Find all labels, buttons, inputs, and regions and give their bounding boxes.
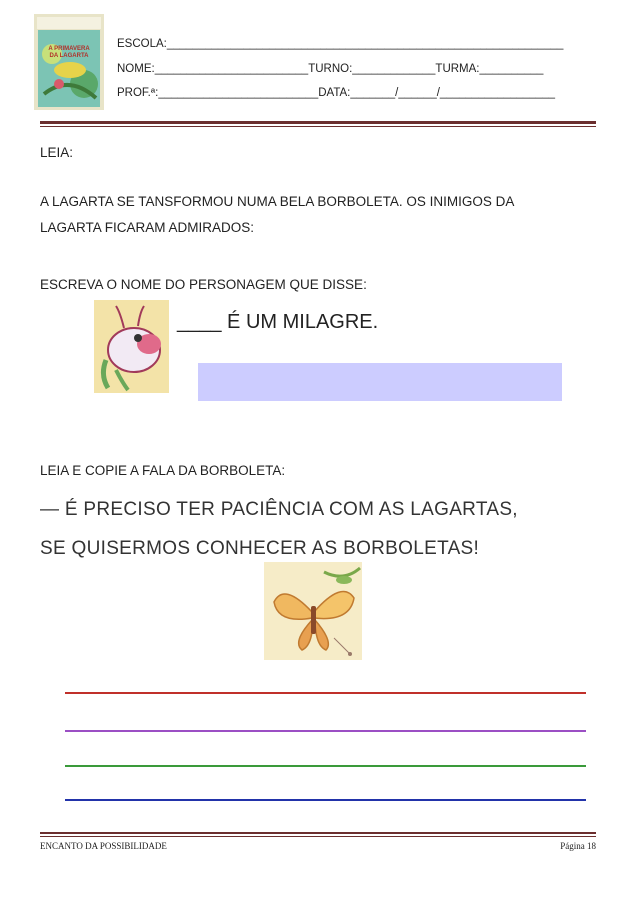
- footer-title: ENCANTO DA POSSIBILIDADE: [40, 841, 167, 851]
- character-illustration: [94, 300, 169, 393]
- answer-box[interactable]: [198, 363, 562, 401]
- writing-line-red[interactable]: [65, 692, 586, 694]
- instruction-copy-butterfly: LEIA E COPIE A FALA DA BORBOLETA:: [40, 463, 286, 478]
- quote-text: ____ É UM MILAGRE.: [177, 311, 379, 333]
- instruction-write-character: ESCREVA O NOME DO PERSONAGEM QUE DISSE:: [40, 277, 367, 292]
- writing-line-green[interactable]: [65, 765, 586, 767]
- leia-heading: LEIA:: [40, 145, 74, 160]
- book-cover-title: A PRIMAVERA DA LAGARTA: [48, 46, 90, 59]
- writing-line-blue[interactable]: [65, 799, 586, 801]
- nome-turno-turma-field: NOME:________________________TURNO:_____________TURMA:__________: [117, 63, 544, 75]
- header-divider-thin: [40, 126, 596, 127]
- footer-divider: [40, 832, 596, 834]
- page-number: Página 18: [560, 841, 596, 851]
- header-divider: [40, 121, 596, 124]
- butterfly-quote-line2: SE QUISERMOS CONHECER AS BORBOLETAS!: [40, 538, 480, 559]
- story-paragraph-line1: A LAGARTA SE TANSFORMOU NUMA BELA BORBOLETA. OS INIMIGOS DA: [40, 194, 515, 209]
- butterfly-illustration: [264, 562, 362, 660]
- writing-line-purple[interactable]: [65, 730, 586, 732]
- book-cover-image: [34, 14, 104, 110]
- prof-data-field: PROF.ª:_________________________DATA:_______/______/__________________: [117, 87, 556, 99]
- story-paragraph-line2: LAGARTA FICARAM ADMIRADOS:: [40, 220, 255, 235]
- escola-field: ESCOLA:______________________________________________________________: [117, 38, 564, 50]
- footer-divider-thin: [40, 836, 596, 837]
- butterfly-quote-line1: — É PRECISO TER PACIÊNCIA COM AS LAGARTAS,: [40, 499, 518, 520]
